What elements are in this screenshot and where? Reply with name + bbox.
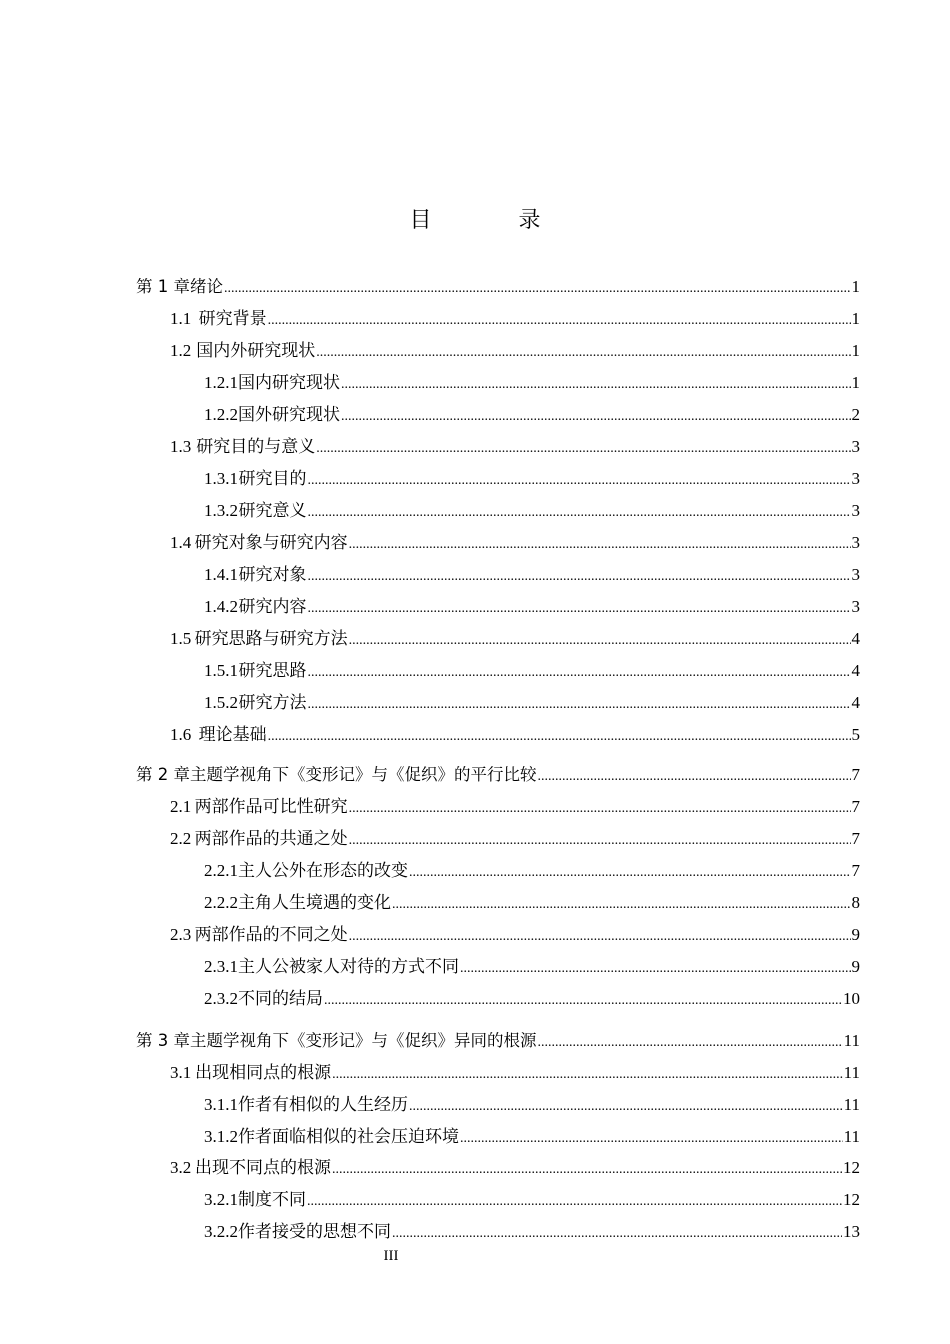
toc-entry-number: 1.5 bbox=[170, 629, 192, 648]
toc-dot-leader bbox=[307, 1187, 842, 1217]
toc-subsection-entry[interactable] bbox=[204, 592, 860, 622]
toc-entry-number: 2.2.2 bbox=[204, 893, 238, 912]
toc-section-entry[interactable] bbox=[170, 824, 860, 854]
toc-dot-leader bbox=[308, 690, 851, 720]
toc-dot-leader bbox=[538, 762, 851, 792]
toc-chapter-entry[interactable] bbox=[136, 272, 860, 302]
toc-section-entry[interactable] bbox=[170, 720, 860, 750]
toc-entry-page: 3 bbox=[851, 437, 860, 456]
toc-dot-leader bbox=[332, 1060, 843, 1090]
toc-dot-leader bbox=[341, 402, 851, 432]
toc-entry-page: 12 bbox=[843, 1190, 860, 1209]
toc-entry-number: 1.6 bbox=[170, 725, 192, 744]
toc-entry-label: 主题学视角下《变形记》与《促织》异同的根源 bbox=[190, 1031, 537, 1050]
toc-entry-number: 3.1.1 bbox=[204, 1095, 238, 1114]
toc-dot-leader bbox=[332, 1155, 842, 1185]
toc-dot-leader bbox=[308, 594, 851, 624]
toc-entry-label: 出现相同点的根源 bbox=[195, 1063, 332, 1082]
toc-entry-page: 13 bbox=[843, 1222, 860, 1241]
toc-entry-page: 8 bbox=[851, 893, 860, 912]
toc-subsection-entry[interactable] bbox=[204, 464, 860, 494]
toc-entry-page: 3 bbox=[851, 501, 860, 520]
toc-dot-leader bbox=[308, 498, 851, 528]
toc-entry-label: 主人公外在形态的改变 bbox=[238, 861, 408, 880]
toc-entry-page: 4 bbox=[851, 693, 860, 712]
toc-entry-page: 5 bbox=[851, 725, 860, 744]
toc-section-entry[interactable] bbox=[170, 528, 860, 558]
toc-entry-page: 7 bbox=[851, 797, 860, 816]
toc-dot-leader bbox=[349, 530, 851, 560]
toc-section-entry[interactable] bbox=[170, 920, 860, 950]
toc-dot-leader bbox=[409, 858, 851, 888]
toc-entry-page: 3 bbox=[851, 469, 860, 488]
toc-entry-label: 主角人生境遇的变化 bbox=[238, 893, 391, 912]
toc-entry-label: 研究思路与研究方法 bbox=[194, 629, 348, 648]
toc-entry-number: 3.1 bbox=[170, 1063, 192, 1082]
toc-subsection-entry[interactable] bbox=[204, 984, 860, 1014]
toc-chapter-entry[interactable] bbox=[136, 1026, 860, 1056]
toc-entry-label: 研究目的 bbox=[238, 469, 307, 488]
toc-entry-number: 1.2.2 bbox=[204, 405, 238, 424]
toc-dot-leader bbox=[308, 658, 851, 688]
toc-dot-leader bbox=[349, 626, 851, 656]
toc-section-entry[interactable] bbox=[170, 1153, 860, 1183]
toc-entry-number: 1.2 bbox=[170, 341, 192, 360]
toc-entry-number: 1.4.1 bbox=[204, 565, 238, 584]
toc-entry-number: 1.3.1 bbox=[204, 469, 238, 488]
toc-entry-label: 国外研究现状 bbox=[238, 405, 340, 424]
toc-entry-page: 1 bbox=[851, 309, 860, 328]
toc-section-entry[interactable] bbox=[170, 304, 860, 334]
toc-dot-leader bbox=[308, 466, 851, 496]
toc-dot-leader bbox=[349, 794, 851, 824]
toc-entry-page: 7 bbox=[851, 861, 860, 880]
toc-entry-label: 两部作品的共通之处 bbox=[194, 829, 348, 848]
toc-subsection-entry[interactable] bbox=[204, 1090, 860, 1120]
toc-entry-label: 理论基础 bbox=[198, 725, 267, 744]
toc-dot-leader bbox=[324, 986, 842, 1016]
toc-entry-page: 7 bbox=[851, 829, 860, 848]
toc-entry-label: 出现不同点的根源 bbox=[195, 1158, 332, 1177]
toc-entry-number: 1.3 bbox=[170, 437, 192, 456]
toc-entry-label: 作者接受的思想不同 bbox=[238, 1222, 391, 1241]
toc-entry-label: 研究内容 bbox=[238, 597, 307, 616]
toc-entry-label: 研究对象 bbox=[238, 565, 307, 584]
toc-dot-leader bbox=[349, 826, 851, 856]
toc-entry-label: 研究对象与研究内容 bbox=[194, 533, 348, 552]
toc-entry-number: 2.2.1 bbox=[204, 861, 238, 880]
toc-subsection-entry[interactable] bbox=[204, 368, 860, 398]
toc-entry-page: 9 bbox=[851, 925, 860, 944]
toc-section-entry[interactable] bbox=[170, 792, 860, 822]
toc-entry-number: 第 2 章 bbox=[136, 765, 190, 784]
toc-entry-label: 不同的结局 bbox=[238, 989, 323, 1008]
toc-section-entry[interactable] bbox=[170, 1058, 860, 1088]
toc-entry-label: 研究背景 bbox=[198, 309, 267, 328]
toc-title: 目 录 bbox=[409, 208, 581, 233]
toc-section-entry[interactable] bbox=[170, 624, 860, 654]
toc-entry-label: 作者面临相似的社会压迫环境 bbox=[238, 1127, 459, 1146]
toc-dot-leader bbox=[268, 306, 851, 336]
toc-subsection-entry[interactable] bbox=[204, 560, 860, 590]
toc-entry-page: 3 bbox=[851, 597, 860, 616]
toc-entry-number: 1.4.2 bbox=[204, 597, 238, 616]
toc-entry-number: 1.2.1 bbox=[204, 373, 238, 392]
toc-entry-label: 两部作品可比性研究 bbox=[194, 797, 348, 816]
toc-entry-page: 4 bbox=[851, 661, 860, 680]
toc-entry-number: 3.2.1 bbox=[204, 1190, 238, 1209]
toc-entry-page: 1 bbox=[851, 277, 860, 296]
toc-chapter-entry[interactable] bbox=[136, 760, 860, 790]
toc-entry-page: 7 bbox=[851, 765, 860, 784]
toc-entry-page: 10 bbox=[843, 989, 860, 1008]
toc-entry-number: 2.1 bbox=[170, 797, 192, 816]
toc-entry-page: 11 bbox=[843, 1127, 860, 1146]
toc-dot-leader bbox=[316, 338, 850, 368]
toc-entry-page: 12 bbox=[843, 1158, 860, 1177]
toc-entry-label: 两部作品的不同之处 bbox=[194, 925, 348, 944]
toc-subsection-entry[interactable] bbox=[204, 688, 860, 718]
toc-entry-page: 11 bbox=[843, 1031, 860, 1050]
toc-entry-number: 2.3 bbox=[170, 925, 192, 944]
toc-subsection-entry[interactable] bbox=[204, 952, 860, 982]
toc-dot-leader bbox=[224, 274, 851, 304]
toc-entry-number: 1.5.2 bbox=[204, 693, 238, 712]
toc-entry-page: 11 bbox=[843, 1095, 860, 1114]
toc-entry-label: 研究方法 bbox=[238, 693, 307, 712]
toc-subsection-entry[interactable] bbox=[204, 1217, 860, 1247]
toc-entry-number: 2.3.2 bbox=[204, 989, 238, 1008]
page-number-footer: III bbox=[383, 1248, 399, 1264]
toc-entry-page: 2 bbox=[851, 405, 860, 424]
toc-dot-leader bbox=[308, 562, 851, 592]
toc-entry-number: 第 3 章 bbox=[136, 1031, 190, 1050]
toc-entry-page: 4 bbox=[851, 629, 860, 648]
toc-subsection-entry[interactable] bbox=[204, 856, 860, 886]
toc-entry-number: 2.3.1 bbox=[204, 957, 238, 976]
toc-entry-label: 主题学视角下《变形记》与《促织》的平行比较 bbox=[190, 765, 537, 784]
toc-entry-label: 主人公被家人对待的方式不同 bbox=[238, 957, 459, 976]
toc-subsection-entry[interactable] bbox=[204, 1122, 860, 1152]
toc-entry-page: 9 bbox=[851, 957, 860, 976]
toc-entry-number: 3.2.2 bbox=[204, 1222, 238, 1241]
toc-entry-label: 研究目的与意义 bbox=[196, 437, 316, 456]
toc-dot-leader bbox=[460, 1124, 843, 1154]
toc-entry-label: 绪论 bbox=[190, 277, 223, 296]
toc-entry-label: 研究意义 bbox=[238, 501, 307, 520]
toc-subsection-entry[interactable] bbox=[204, 496, 860, 526]
toc-dot-leader bbox=[268, 722, 851, 752]
toc-dot-leader bbox=[392, 1219, 842, 1249]
toc-entry-page: 3 bbox=[851, 533, 860, 552]
toc-dot-leader bbox=[316, 434, 850, 464]
toc-entry-page: 1 bbox=[851, 341, 860, 360]
toc-dot-leader bbox=[460, 954, 851, 984]
toc-entry-page: 1 bbox=[851, 373, 860, 392]
toc-entry-label: 作者有相似的人生经历 bbox=[238, 1095, 408, 1114]
toc-section-entry[interactable] bbox=[170, 336, 860, 366]
toc-entry-label: 国内外研究现状 bbox=[196, 341, 316, 360]
toc-entry-number: 3.2 bbox=[170, 1158, 192, 1177]
toc-subsection-entry[interactable] bbox=[204, 400, 860, 430]
toc-entry-label: 制度不同 bbox=[238, 1190, 307, 1209]
toc-entry-number: 2.2 bbox=[170, 829, 192, 848]
toc-dot-leader bbox=[409, 1092, 843, 1122]
toc-entry-number: 1.5.1 bbox=[204, 661, 238, 680]
toc-subsection-entry[interactable] bbox=[204, 888, 860, 918]
toc-entry-label: 国内研究现状 bbox=[238, 373, 340, 392]
toc-entry-page: 11 bbox=[843, 1063, 860, 1082]
toc-entry-number: 1.1 bbox=[170, 309, 192, 328]
toc-subsection-entry[interactable] bbox=[204, 1185, 860, 1215]
toc-entry-page: 3 bbox=[851, 565, 860, 584]
toc-section-entry[interactable] bbox=[170, 432, 860, 462]
toc-entry-number: 第 1 章 bbox=[136, 277, 190, 296]
toc-dot-leader bbox=[341, 370, 851, 400]
toc-entry-number: 1.4 bbox=[170, 533, 192, 552]
toc-entry-label: 研究思路 bbox=[238, 661, 307, 680]
toc-entry-number: 3.1.2 bbox=[204, 1127, 238, 1146]
toc-subsection-entry[interactable] bbox=[204, 656, 860, 686]
toc-entry-number: 1.3.2 bbox=[204, 501, 238, 520]
toc-dot-leader bbox=[538, 1028, 843, 1058]
toc-dot-leader bbox=[392, 890, 851, 920]
toc-dot-leader bbox=[349, 922, 851, 952]
